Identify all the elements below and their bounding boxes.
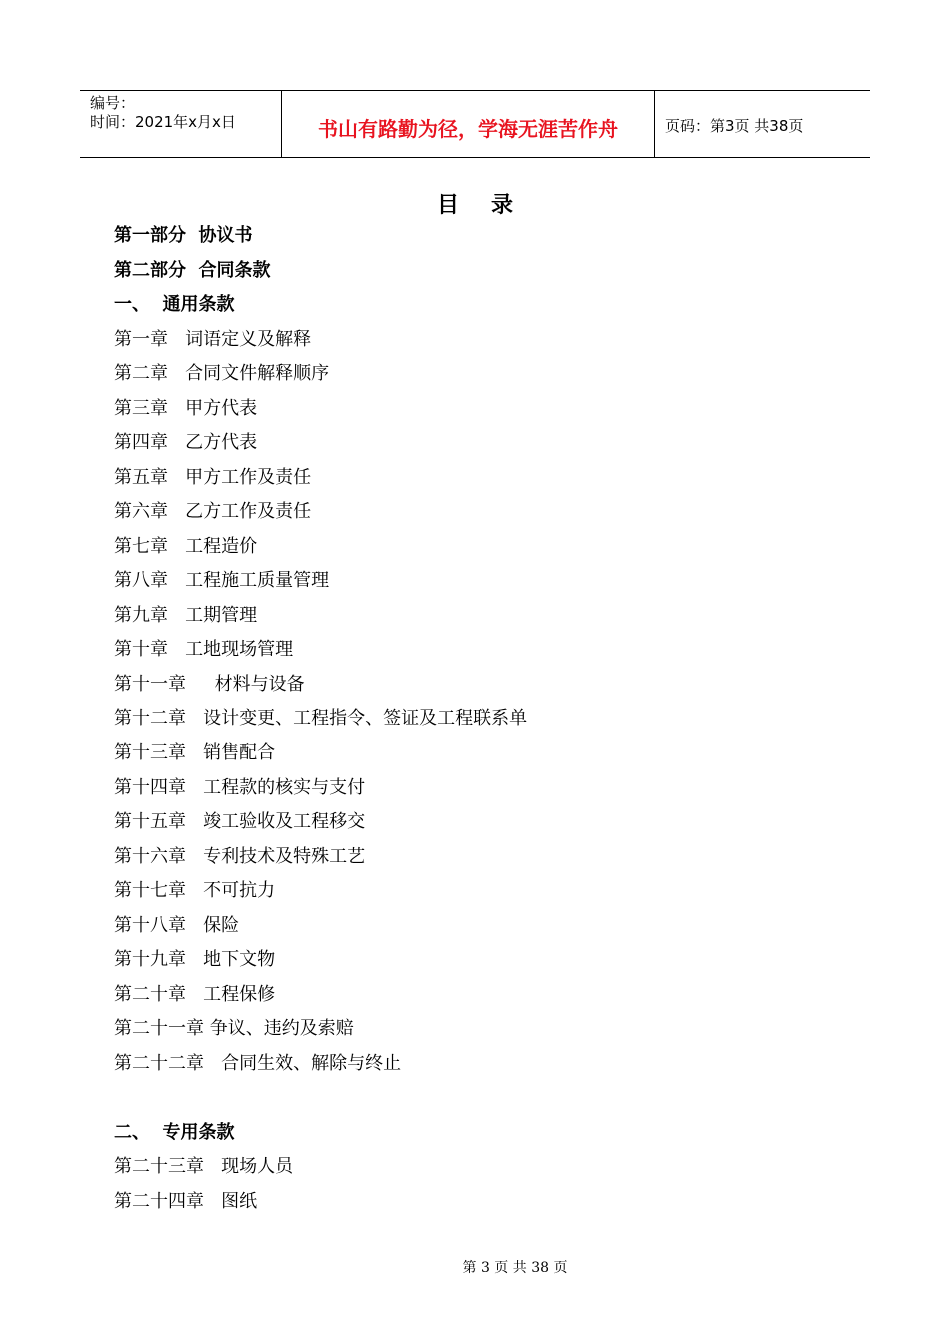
toc-entry: 第五章 甲方工作及责任 [114,467,312,488]
header-motto: 书山有路勤为径，学海无涯苦作舟 [318,117,618,141]
page-header [80,90,870,158]
header-page-info: 页码：第3页 共38页 [665,117,804,135]
toc-entry: 第十章 工地现场管理 [114,639,294,660]
header-left-cell [80,91,281,157]
page-footer: 第 3 页 共 38 页 [462,1260,568,1276]
toc-entry: 第十六章 专利技术及特殊工艺 [114,846,366,867]
toc-entry: 第八章 工程施工质量管理 [114,570,330,591]
toc-entry: 第十四章 工程款的核实与支付 [114,777,366,798]
header-middle-cell [281,91,655,157]
toc-entry: 第九章 工期管理 [114,605,258,626]
toc-entry: 第七章 工程造价 [114,536,258,557]
toc-entry: 第十九章 地下文物 [114,949,276,970]
toc-entry: 第二十三章 现场人员 [114,1156,294,1177]
toc-entry: 第二十一章 争议、违约及索赔 [114,1018,354,1039]
toc-entry: 第十八章 保险 [114,915,240,936]
toc-entry: 第四章 乙方代表 [114,432,258,453]
document-number-label: 编号： [90,94,136,112]
toc-entry: 第六章 乙方工作及责任 [114,501,312,522]
toc-entry: 第一章 词语定义及解释 [114,329,312,350]
toc-entry: 第十一章 材料与设备 [114,674,305,695]
toc-entry: 第二十二章 合同生效、解除与终止 [114,1053,402,1074]
toc-entry: 第二十四章 图纸 [114,1191,258,1212]
header-right-cell [655,91,870,157]
toc-entry: 第十五章 竣工验收及工程移交 [114,811,366,832]
toc-entry: 第二部分 合同条款 [114,260,271,281]
toc-entry: 第一部分 协议书 [114,225,253,246]
toc-entry: 第十三章 销售配合 [114,742,276,763]
document-time-label: 时间：2021年x月x日 [90,113,236,131]
toc-entry: 第十二章 设计变更、工程指令、签证及工程联系单 [114,708,528,729]
toc-entry: 二、 专用条款 [114,1122,235,1143]
toc-entry: 第十七章 不可抗力 [114,880,276,901]
toc-title: 目录 [436,192,545,218]
toc-entry: 一、 通用条款 [114,294,235,315]
toc-entry: 第三章 甲方代表 [114,398,258,419]
toc-entry: 第二十章 工程保修 [114,984,276,1005]
toc-entry: 第二章 合同文件解释顺序 [114,363,330,384]
